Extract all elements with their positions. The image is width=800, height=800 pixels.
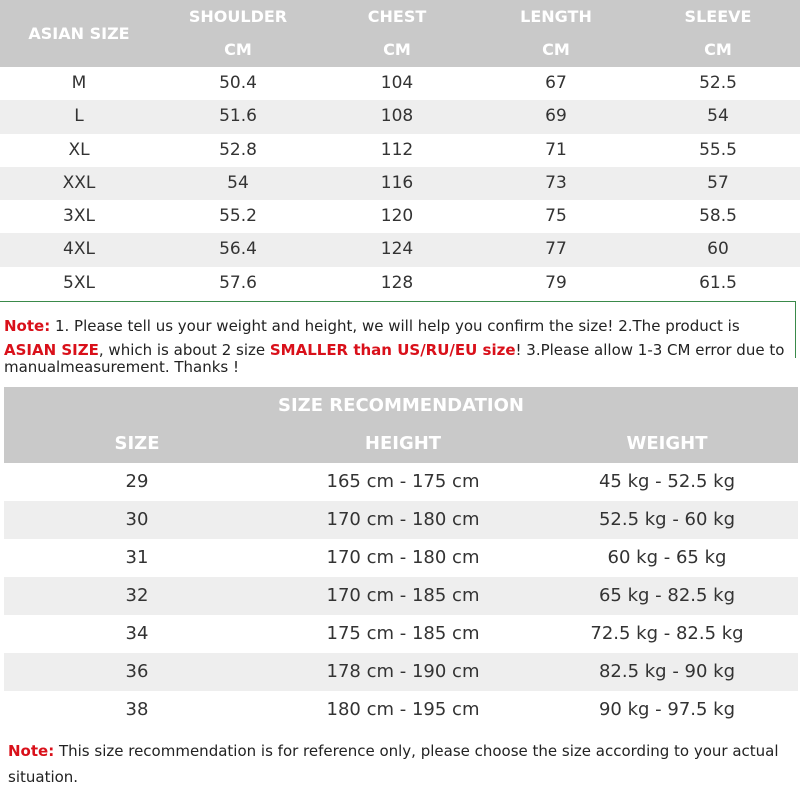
size-cell: 31 (125, 547, 149, 568)
note-smaller: SMALLER than US/RU/EU size (269, 341, 516, 359)
chest-cell: 120 (380, 206, 414, 227)
header-chest-unit: CM (383, 40, 411, 59)
size-chart-table (0, 0, 800, 300)
shoulder-cell: 50.4 (219, 73, 257, 93)
sleeve-cell: 54 (707, 106, 729, 127)
header-sleeve-unit: CM (704, 40, 732, 59)
note-label: Note: (4, 317, 51, 335)
size-cell: XL (68, 139, 90, 160)
sleeve-cell: 60 (707, 239, 729, 260)
size-cell: 4XL (63, 239, 95, 260)
size-cell: 5XL (63, 272, 95, 293)
table-row (0, 100, 800, 133)
shoulder-cell: 54 (227, 172, 249, 193)
chest-cell: 112 (380, 139, 414, 160)
sleeve-cell: 55.5 (699, 139, 737, 160)
header-sleeve (636, 7, 800, 59)
note-text-part1: 1. Please tell us your weight and height, we will help you confirm the size! 2.The product is (50, 317, 740, 335)
size-chart-header (0, 0, 800, 67)
header-length (476, 7, 636, 59)
weight-cell: 90 kg - 97.5 kg (598, 699, 736, 720)
header-asian-size: ASIAN SIZE (28, 24, 130, 43)
size-cell: 32 (125, 585, 149, 606)
sleeve-cell: 52.5 (699, 73, 737, 93)
size-note (0, 301, 796, 358)
length-cell: 77 (545, 239, 567, 260)
size-cell: 29 (125, 471, 149, 492)
size-cell: 36 (125, 661, 149, 682)
note-asian-size: ASIAN SIZE (4, 341, 99, 359)
table-row (4, 577, 798, 615)
table-row (0, 200, 800, 233)
note2-label: Note: (8, 742, 55, 760)
header-length-label: LENGTH (520, 7, 592, 26)
shoulder-cell: 51.6 (219, 106, 257, 127)
weight-cell: 60 kg - 65 kg (607, 547, 727, 568)
length-cell: 69 (545, 106, 567, 127)
header-sleeve-label: SLEEVE (684, 7, 752, 26)
length-cell: 73 (545, 172, 567, 193)
note-text-part3: ! 3.Please allow 1-3 CM error due to (515, 341, 785, 359)
table-row (0, 134, 800, 167)
table-row (4, 539, 798, 577)
chest-cell: 124 (380, 239, 414, 260)
note-text-part2: , which is about 2 size (98, 341, 270, 359)
shoulder-cell: 52.8 (219, 139, 257, 160)
sleeve-cell: 58.5 (699, 206, 737, 227)
recommendation-header (4, 387, 798, 463)
recommendation-note (8, 738, 792, 790)
recommendation-title: SIZE RECOMMENDATION (278, 395, 524, 416)
header-size: SIZE (114, 433, 160, 454)
chest-cell: 116 (380, 172, 414, 193)
table-row (4, 501, 798, 539)
chest-cell: 128 (380, 272, 414, 293)
shoulder-cell: 57.6 (219, 272, 257, 293)
size-cell: 38 (125, 699, 149, 720)
header-length-unit: CM (542, 40, 570, 59)
weight-cell: 65 kg - 82.5 kg (598, 585, 736, 606)
height-cell: 170 cm - 185 cm (326, 585, 480, 606)
shoulder-cell: 55.2 (219, 206, 257, 227)
length-cell: 67 (545, 73, 567, 93)
table-row (0, 233, 800, 266)
weight-cell: 72.5 kg - 82.5 kg (590, 623, 744, 644)
size-cell: XXL (62, 172, 96, 193)
shoulder-cell: 56.4 (219, 239, 257, 260)
table-row (4, 691, 798, 729)
header-shoulder-label: SHOULDER (188, 7, 288, 26)
length-cell: 75 (545, 206, 567, 227)
height-cell: 165 cm - 175 cm (326, 471, 480, 492)
header-height: HEIGHT (364, 433, 442, 454)
sleeve-cell: 61.5 (699, 272, 737, 293)
header-shoulder (158, 7, 318, 59)
length-cell: 71 (545, 139, 567, 160)
size-recommendation-table (4, 387, 798, 729)
size-cell: M (71, 73, 87, 93)
height-cell: 178 cm - 190 cm (326, 661, 480, 682)
height-cell: 170 cm - 180 cm (326, 509, 480, 530)
weight-cell: 82.5 kg - 90 kg (598, 661, 736, 682)
header-chest (318, 7, 476, 59)
table-row (4, 463, 798, 501)
length-cell: 79 (545, 272, 567, 293)
chest-cell: 108 (380, 106, 414, 127)
table-row (0, 167, 800, 200)
header-chest-label: CHEST (367, 7, 427, 26)
weight-cell: 52.5 kg - 60 kg (598, 509, 736, 530)
size-cell: 3XL (63, 206, 95, 227)
header-shoulder-unit: CM (224, 40, 252, 59)
chest-cell: 104 (380, 73, 414, 93)
weight-cell: 45 kg - 52.5 kg (598, 471, 736, 492)
note2-text: This size recommendation is for reference only, please choose the size according to your actual situation. (8, 742, 779, 786)
table-row (0, 67, 800, 100)
table-row (4, 653, 798, 691)
height-cell: 175 cm - 185 cm (326, 623, 480, 644)
table-row (4, 615, 798, 653)
height-cell: 180 cm - 195 cm (326, 699, 480, 720)
height-cell: 170 cm - 180 cm (326, 547, 480, 568)
note-text-part4: manualmeasurement. Thanks ! (4, 358, 240, 376)
size-cell: 34 (125, 623, 149, 644)
table-row (0, 267, 800, 300)
size-cell: L (74, 106, 84, 127)
sleeve-cell: 57 (707, 172, 729, 193)
size-cell: 30 (125, 509, 149, 530)
header-weight: WEIGHT (626, 433, 708, 454)
